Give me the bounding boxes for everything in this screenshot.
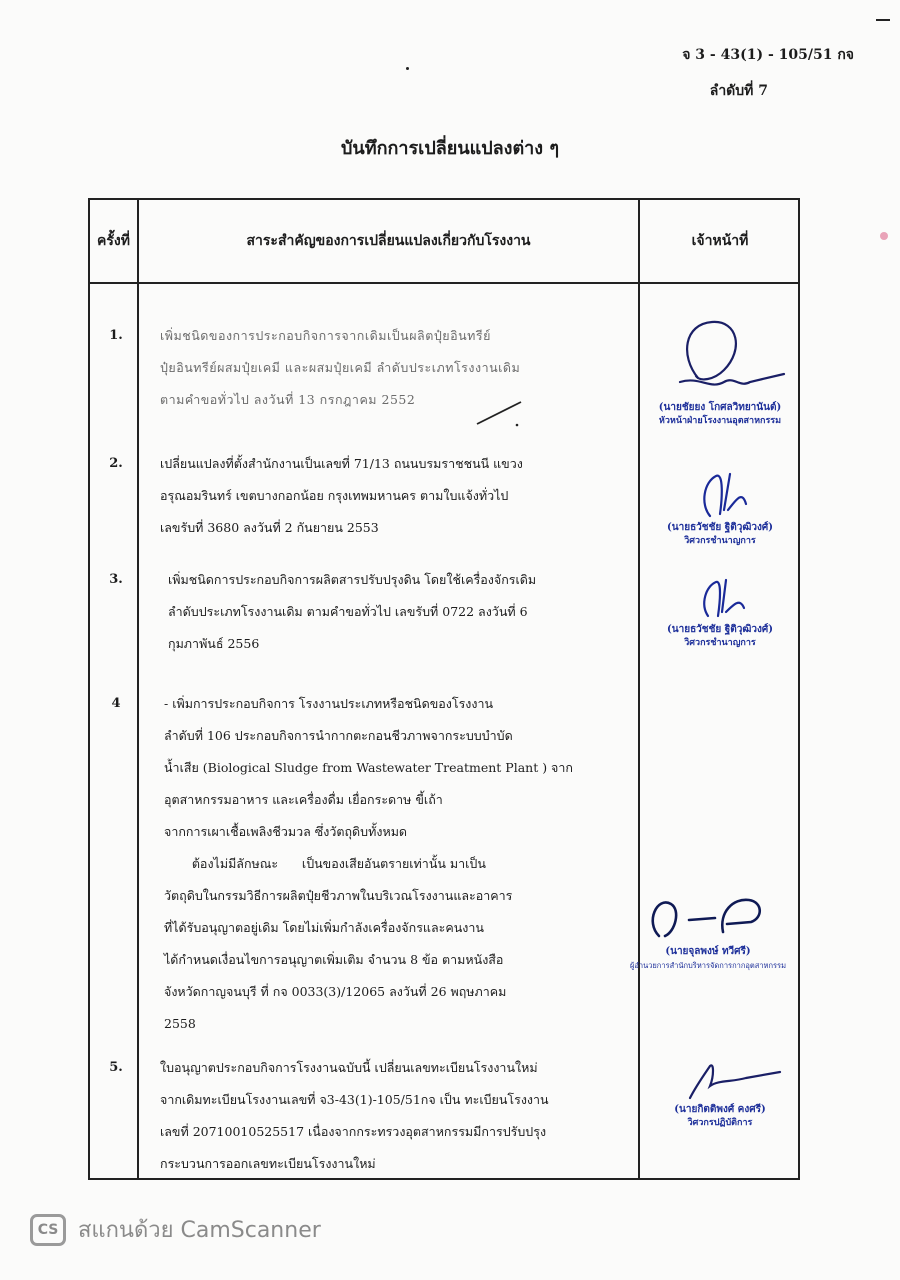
entry-line: จากการเผาเชื้อเพลิงชีวมวล ซึ่งวัตถุดิบทั้งหมด [164, 824, 408, 839]
officer-name: (นายชัยยง โกศลวิทยานันต์) [658, 402, 782, 413]
entry-line: กระบวนการออกเลขทะเบียนโรงงานใหม่ [160, 1156, 376, 1171]
officer-name: (นายธวัชชัย ฐิติวุฒิวงศ์) [667, 624, 773, 635]
entry-line: - เพิ่มการประกอบกิจการ โรงงานประเภทหรือชนิดของโรงงาน [164, 696, 494, 711]
header-officer: เจ้าหน้าที่ [691, 233, 749, 249]
pink-smudge [880, 232, 888, 240]
officer-position: หัวหน้าฝ่ายโรงงานอุตสาหกรรม [658, 416, 782, 426]
entry-line: ใบอนุญาตประกอบกิจการโรงงานฉบับนี้ เปลี่ยนเลขทะเบียนโรงงานใหม่ [160, 1060, 538, 1075]
scan-edge-mark [876, 19, 890, 21]
entry-line: อุตสาหกรรมอาหาร และเครื่องดื่ม เยื่อกระดาษ ขี้เถ้า [164, 792, 443, 807]
handwritten-signature [650, 576, 790, 622]
check-mark [475, 398, 525, 428]
document-reference-number: จ 3 - 43(1) - 105/51 กจ [682, 47, 854, 63]
entry-number: 5. [109, 1060, 123, 1075]
column-divider [137, 200, 139, 1178]
entry-line: จังหวัดกาญจนบุรี ที่ กจ 0033(3)/12065 ลงวันที่ 26 พฤษภาคม [164, 984, 507, 999]
entry-line: น้ำเสีย (Biological Sludge from Wastewater Treatment Plant ) จาก [164, 760, 573, 775]
entry-line: ลำดับประเภทโรงงานเดิม ตามคำขอทั่วไป เลขรับที่ 0722 ลงวันที่ 6 [168, 604, 528, 619]
entry-line: ปุ๋ยอินทรีย์ผสมปุ๋ยเคมี และผสมปุ๋ยเคมี ลำดับประเภทโรงงานเดิม [160, 360, 521, 375]
entry-line: ลำดับที่ 106 ประกอบกิจการนำกากตะกอนชีวภาพจากระบบบำบัด [164, 728, 513, 743]
entry-line: ตามคำขอทั่วไป ลงวันที่ 13 กรกฎาคม 2552 [160, 392, 416, 407]
header-summary: สาระสำคัญของการเปลี่ยนแปลงเกี่ยวกับโรงงาน [246, 233, 531, 249]
officer-name: (นายธวัชชัย ฐิติวุฒิวงศ์) [667, 522, 773, 533]
handwritten-signature [623, 892, 793, 944]
entry-number: 4 [111, 696, 121, 711]
entry-number: 2. [109, 456, 123, 471]
entry-text [160, 320, 630, 416]
entry-line: ต้องไม่มีลักษณะ เป็นของเสียอันตรายเท่านั้น มาเป็น [164, 856, 486, 871]
entry-text [160, 448, 630, 544]
officer-name: (นายกิตติพงศ์ คงศรี) [674, 1104, 766, 1115]
document-sequence-number: ลำดับที่ 7 [709, 83, 768, 99]
header-divider [90, 282, 798, 284]
entry-number: 1. [109, 328, 123, 343]
document-title: บันทึกการเปลี่ยนแปลงต่าง ๆ [341, 138, 559, 159]
officer-signature-3 [640, 576, 800, 650]
officer-position: วิศวกรชำนาญการ [684, 536, 756, 546]
entry-line: ได้กำหนดเงื่อนไขการอนุญาตเพิ่มเติม จำนวน 8 ข้อ ตามหนังสือ [164, 952, 504, 967]
entry-line: เพิ่มชนิดของการประกอบกิจการจากเดิมเป็นผลิตปุ๋ยอินทรีย์ [160, 328, 491, 343]
camscanner-logo-icon: CS [30, 1214, 66, 1246]
camscanner-watermark [30, 1212, 321, 1247]
handwritten-signature [650, 470, 790, 520]
entry-line: เลขรับที่ 3680 ลงวันที่ 2 กันยายน 2553 [160, 520, 379, 535]
entry-line: วัตถุดิบในกรรมวิธีการผลิตปุ๋ยชีวภาพในบริเวณโรงงานและอาคาร [164, 888, 513, 903]
entry-number: 3. [109, 572, 123, 587]
officer-position: ผู้อำนวยการสำนักบริหารจัดการกากอุตสาหกรรม [629, 961, 787, 970]
changes-table [88, 198, 800, 1180]
entry-line: อรุณอมรินทร์ เขตบางกอกน้อย กรุงเทพมหานคร ตามใบแจ้งทั่วไป [160, 488, 509, 503]
entry-line: ที่ได้รับอนุญาตอยู่เดิม โดยไม่เพิ่มกำลังเครื่องจักรและคนงาน [164, 920, 484, 935]
officer-signature-1 [640, 316, 800, 428]
entry-text [160, 1052, 630, 1180]
officer-signature-5 [640, 1062, 800, 1130]
entry-line: กุมภาพันธ์ 2556 [168, 636, 260, 651]
entry-line: เพิ่มชนิดการประกอบกิจการผลิตสารปรับปรุงดิน โดยใช้เครื่องจักรเดิม [168, 572, 537, 587]
entry-text [164, 688, 634, 1040]
watermark-text: สแกนด้วย CamScanner [78, 1218, 321, 1243]
officer-position: วิศวกรปฏิบัติการ [687, 1118, 753, 1128]
officer-name: (นายจุลพงษ์ ทวีศรี) [665, 946, 751, 957]
entry-text [168, 564, 638, 660]
entry-line: 2558 [164, 1016, 196, 1031]
handwritten-signature [650, 316, 790, 400]
entry-line: จากเดิมทะเบียนโรงงานเลขที่ จ3-43(1)-105/51กจ เป็น ทะเบียนโรงงาน [160, 1092, 549, 1107]
handwritten-signature [650, 1062, 790, 1102]
officer-position: วิศวกรชำนาญการ [684, 638, 756, 648]
officer-signature-4 [610, 892, 806, 972]
ink-dot [406, 67, 409, 70]
entry-line: เปลี่ยนแปลงที่ตั้งสำนักงานเป็นเลขที่ 71/13 ถนนบรมราชชนนี แขวง [160, 456, 523, 471]
header-no: ครั้งที่ [97, 233, 130, 249]
entry-line: เลขที่ 20710010525517 เนื่องจากกระทรวงอุตสาหกรรมมีการปรับปรุง [160, 1124, 547, 1139]
officer-signature-2 [640, 470, 800, 548]
